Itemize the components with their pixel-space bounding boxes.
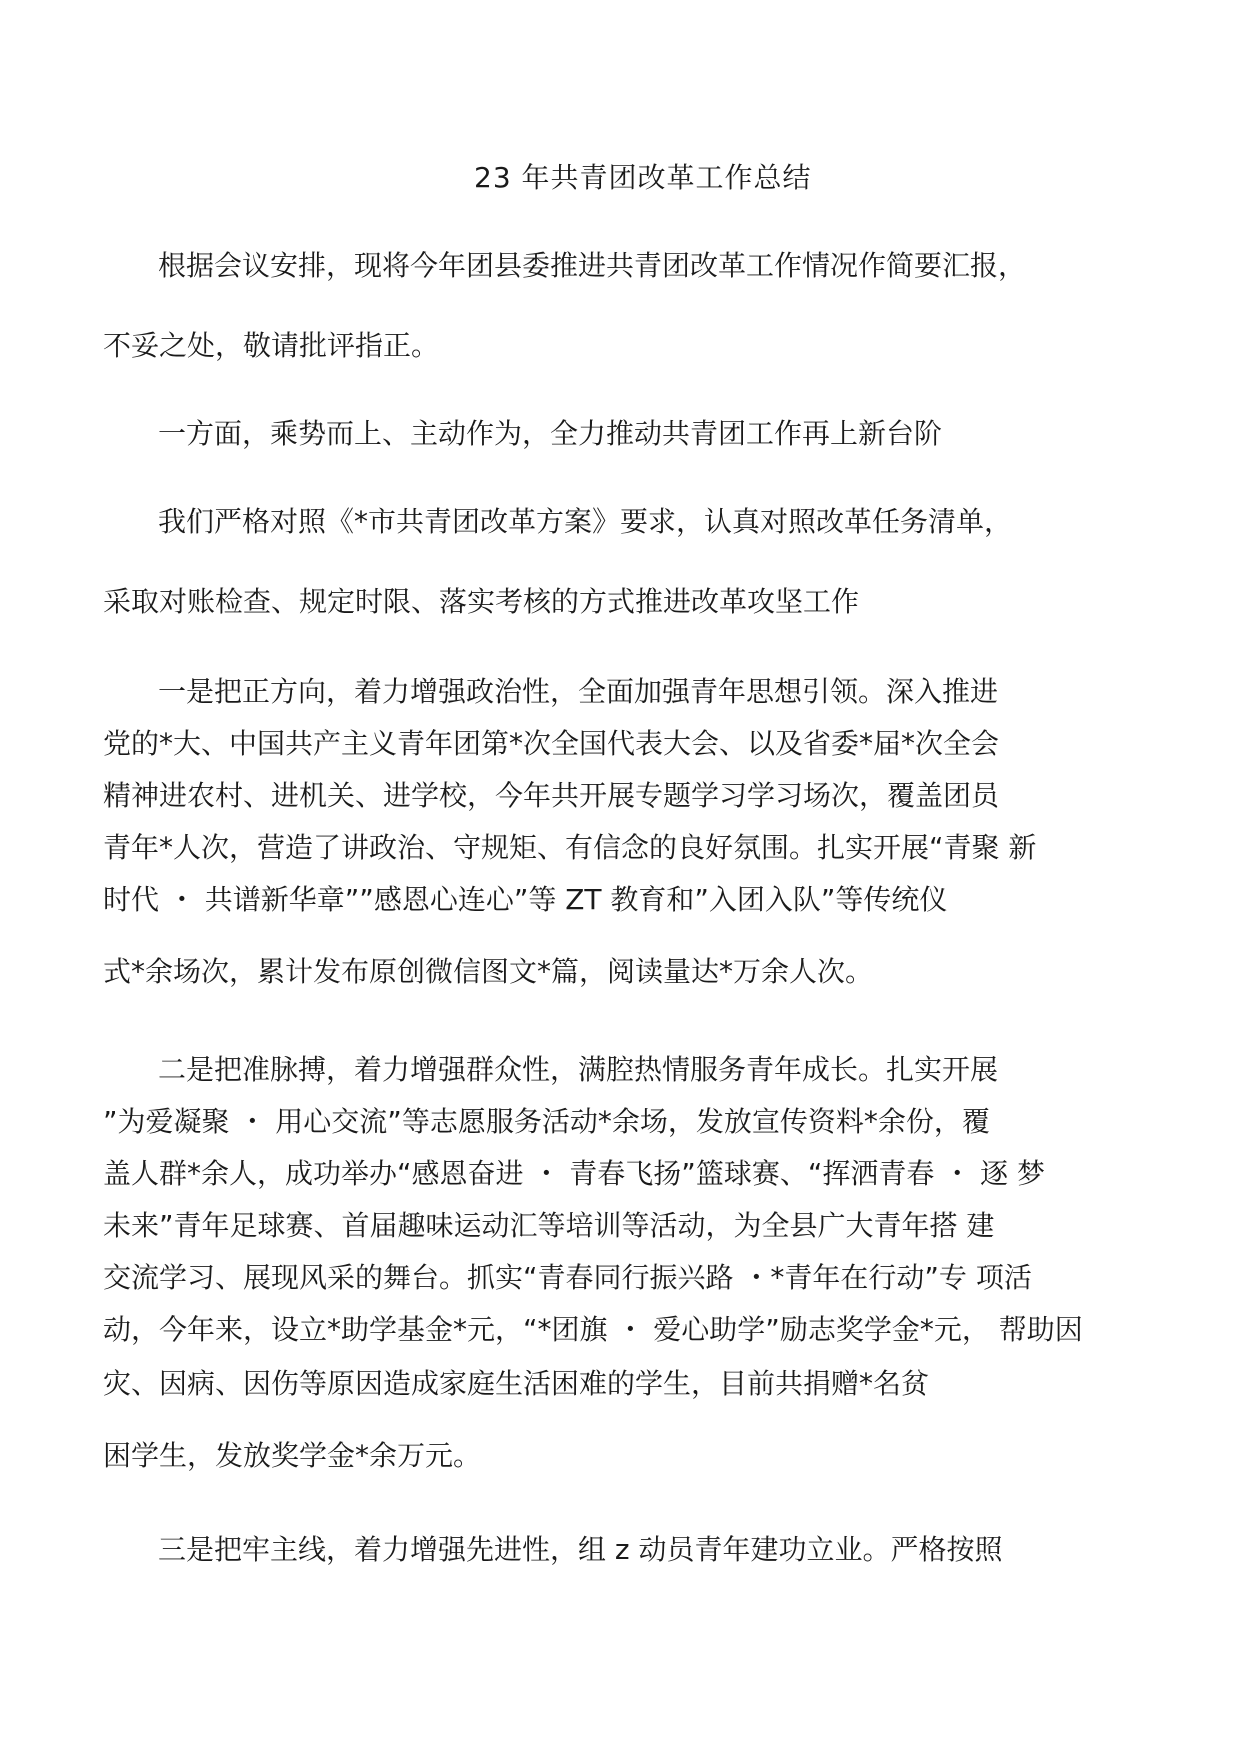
paragraph-line: 三是把牢主线，着力增强先进性，组 z 动员青年建功立业。严格按照 — [158, 1533, 1003, 1566]
paragraph-line: 根据会议安排，现将今年团县委推进共青团改革工作情况作简要汇报， — [158, 249, 1027, 282]
paragraph-line: 困学生，发放奖学金*余万元。 — [103, 1439, 482, 1472]
paragraph-line: 二是把准脉搏，着力增强群众性，满腔热情服务青年成长。扎实开展 — [158, 1053, 999, 1086]
paragraph-line: 盖人群*余人，成功举办“感恩奋进 ・ 青春飞扬”篮球赛、“挥洒青春 ・ 逐 梦 — [103, 1157, 1046, 1190]
paragraph-line: 精神进农村、进机关、进学校，今年共开展专题学习学习场次，覆盖团员 — [103, 779, 1000, 812]
paragraph-line: 动，今年来，设立*助学基金*元，“*团旗 ・ 爱心助学”励志奖学金*元， 帮助因 — [103, 1313, 1083, 1346]
paragraph-line: ”为爱凝聚 ・ 用心交流”等志愿服务活动*余场，发放宣传资料*余份，覆 — [103, 1105, 990, 1138]
paragraph-line: 采取对账检查、规定时限、落实考核的方式推进改革攻坚工作 — [103, 585, 860, 618]
section-heading: 一方面，乘势而上、主动作为，全力推动共青团工作再上新台阶 — [158, 417, 943, 450]
paragraph-line: 式*余场次，累计发布原创微信图文*篇，阅读量达*万余人次。 — [103, 955, 874, 988]
paragraph-line: 未来”青年足球赛、首届趣味运动汇等培训等活动，为全县广大青年搭 建 — [103, 1209, 995, 1242]
paragraph-line: 党的*大、中国共产主义青年团第*次全国代表大会、以及省委*届*次全会 — [103, 727, 1000, 760]
paragraph-line: 我们严格对照《*市共青团改革方案》要求，认真对照改革任务清单， — [158, 505, 1013, 538]
paragraph-line: 青年*人次，营造了讲政治、守规矩、有信念的良好氛围。扎实开展“青聚 新 — [103, 831, 1037, 864]
paragraph-line: 交流学习、展现风采的舞台。抓实“青春同行振兴路 ・*青年在行动”专 项活 — [103, 1261, 1032, 1294]
paragraph-line: 灾、因病、因伤等原因造成家庭生活困难的学生，目前共捐赠*名贫 — [103, 1367, 930, 1400]
paragraph-line: 不妥之处，敬请批评指正。 — [103, 329, 440, 362]
paragraph-line: 一是把正方向，着力增强政治性，全面加强青年思想引领。深入推进 — [158, 675, 999, 708]
paragraph-line: 时代 ・ 共谱新华章””感恩心连心”等 ZT 教育和”入团入队”等传统仪 — [103, 883, 948, 916]
document-title: 23 年共青团改革工作总结 — [474, 161, 812, 194]
